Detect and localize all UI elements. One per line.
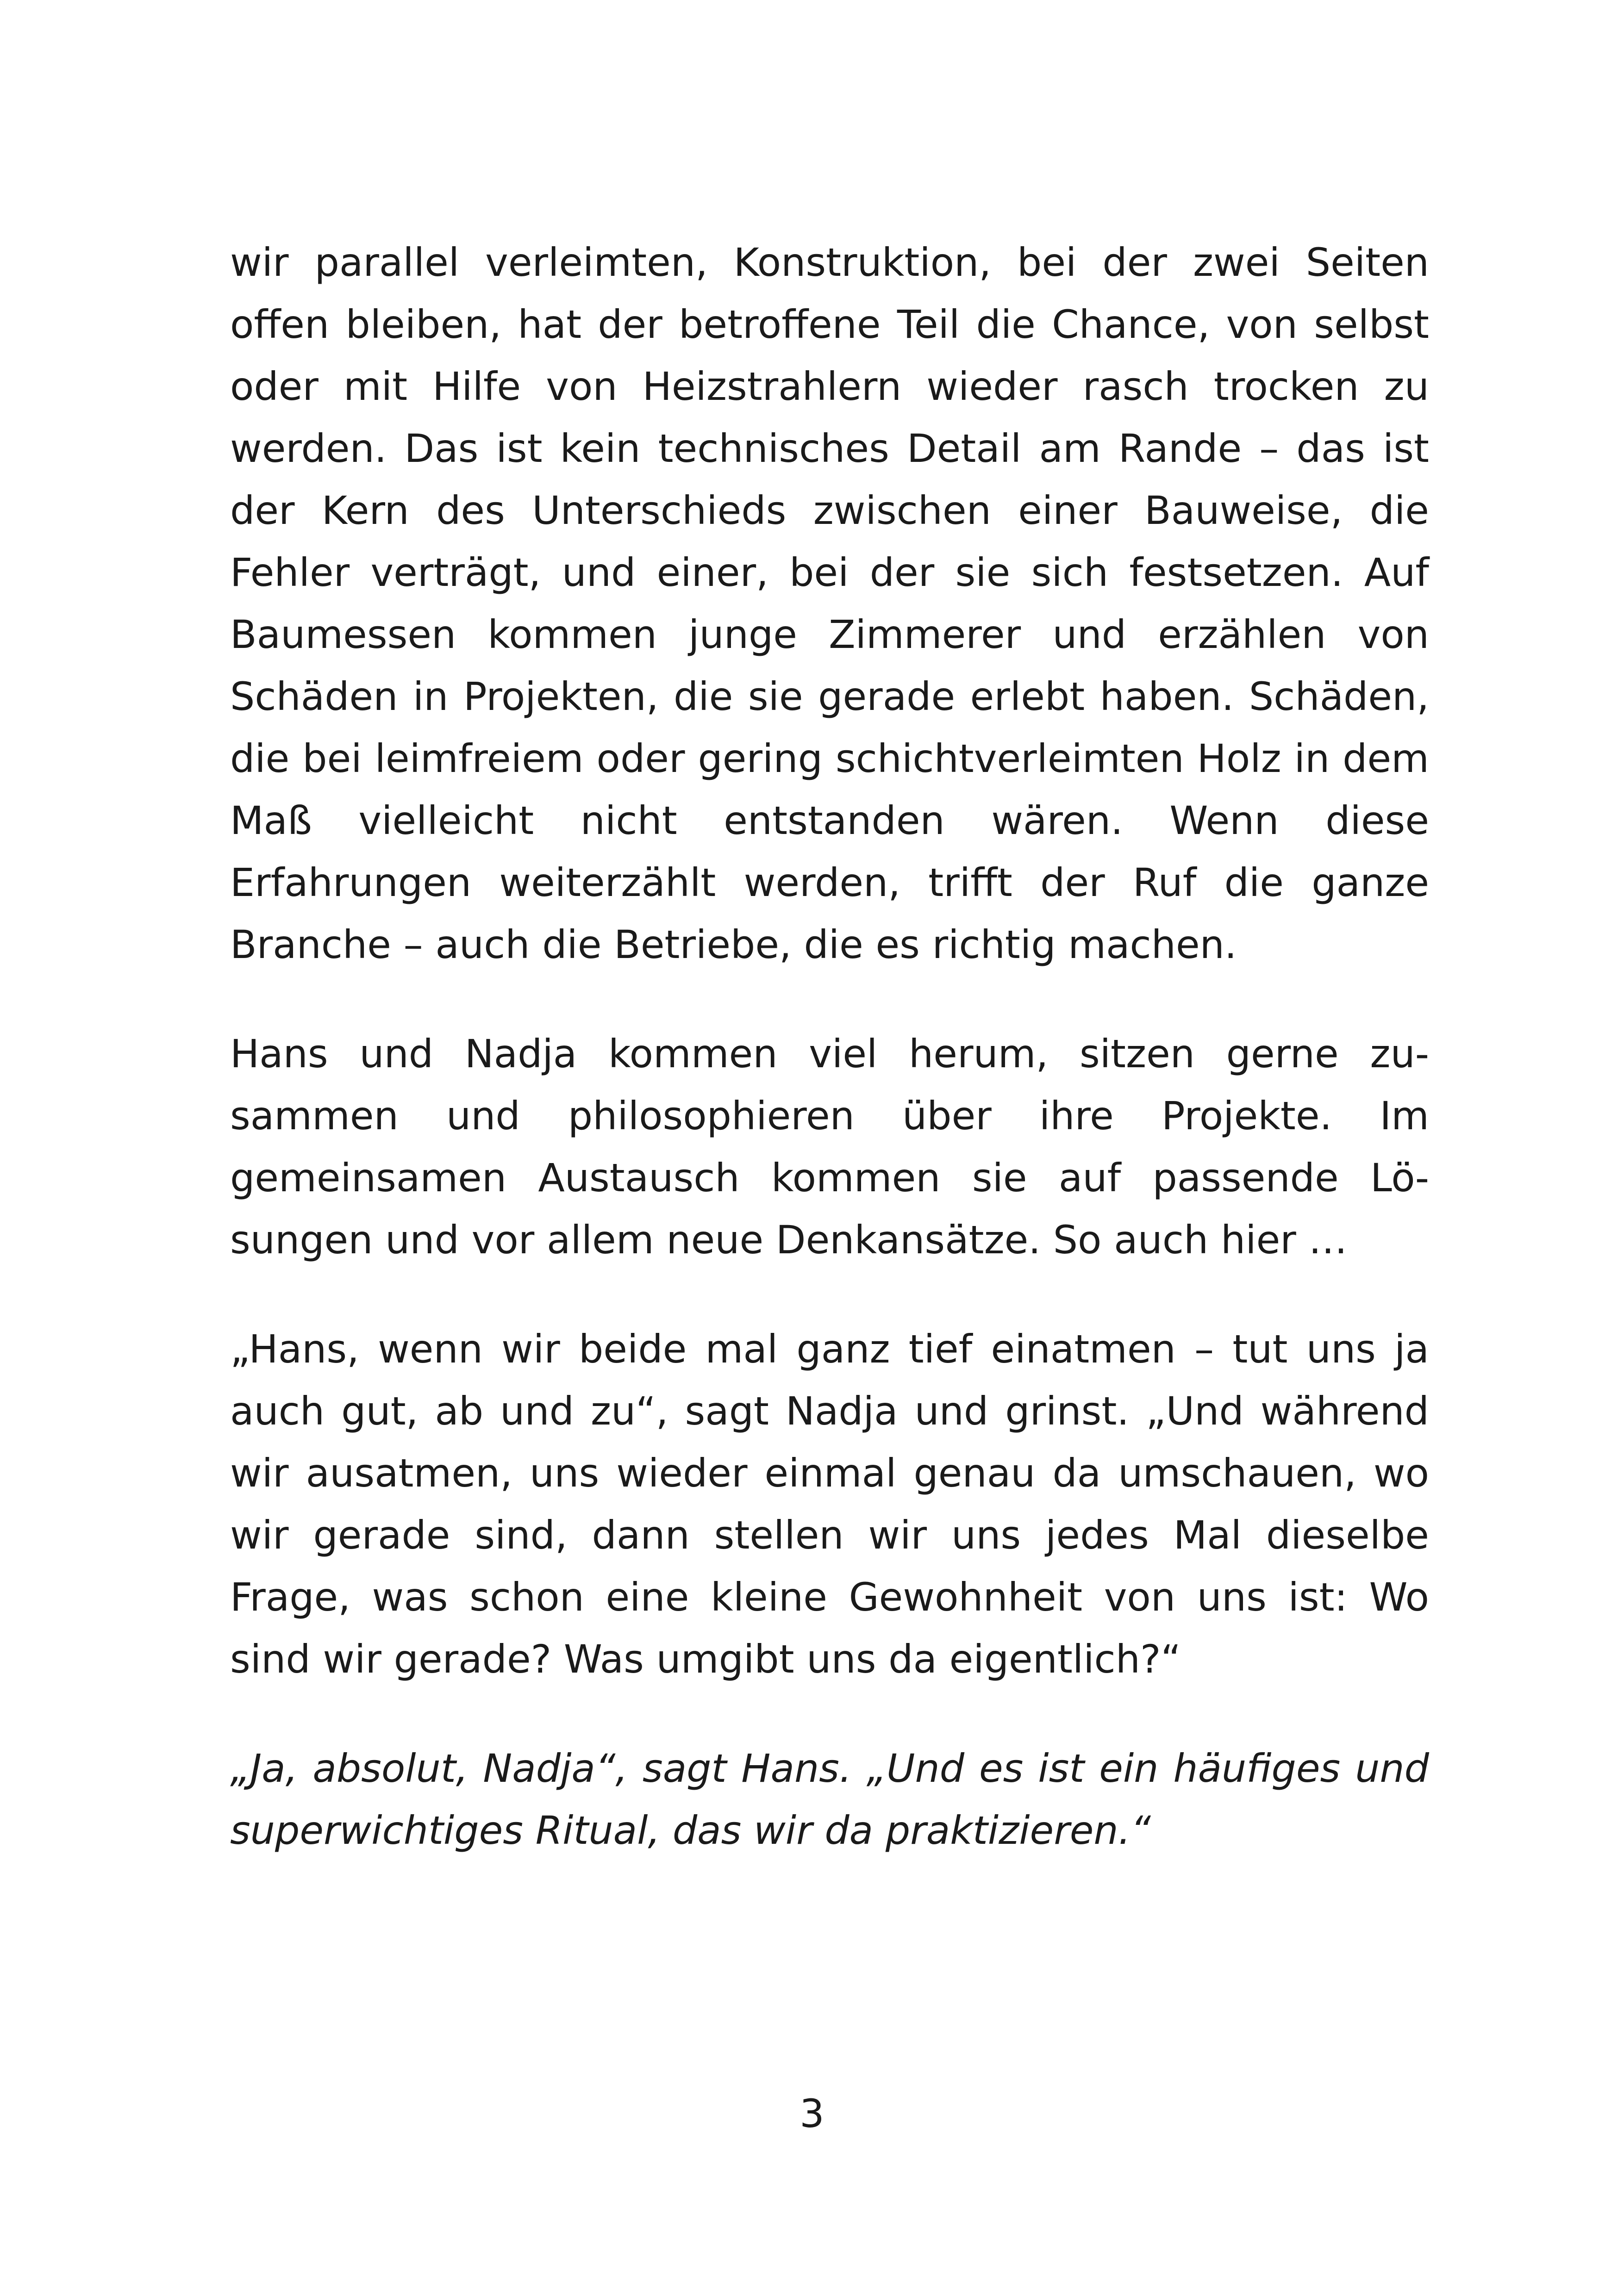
paragraph-hans-nadja: Hans und Nadja kommen viel herum, sitzen gerne zusammen und philosophieren über ihre Projekte. Im gemeinsamen Austausch kommen sie auf passende Lösungen und vor allem neue Denkansätze. So auch hier … <box>230 1031 1429 1263</box>
page-number: 3 <box>800 2091 824 2136</box>
paragraph-dialogue-hans: „Ja, absolut, Nadja“, sagt Hans. „Und es ist ein häufiges und superwichtiges Ritual, das wir da praktizieren.“ <box>230 1746 1429 1853</box>
paragraph-construction: wir parallel verleimten, Konstruktion, bei der zwei Seiten offen bleiben, hat der betroffene Teil die Chance, von selbst oder mit Hilfe von Heizstrahlern wieder rasch trocken zu werden. Das ist kein technisches Detail am Rande – das ist der Kern des Unterschieds zwischen einer Bauweise, die Fehler verträgt, und einer, bei der sie sich festsetzen. Auf Baumessen kommen junge Zimmerer und erzählen von Schäden in Projekten, die sie gerade erlebt haben. Schäden, die bei leimfreiem oder gering schichtverleimten Holz in dem Maß vielleicht nicht entstanden wären. Wenn diese Erfahrungen weiterzählt werden, trifft der Ruf die ganze Branche – auch die Betriebe, die es richtig machen. <box>230 240 1429 967</box>
body-text <box>230 231 1429 1909</box>
paragraph-dialogue-nadja: „Hans, wenn wir beide mal ganz tief einatmen – tut uns ja auch gut, ab und zu“, sagt Nadja und grinst. „Und während wir ausatmen, uns wieder einmal genau da umschauen, wo wir gerade sind, dann stellen wir uns jedes Mal dieselbe Frage, was schon eine kleine Gewohnheit von uns ist: Wo sind wir gerade? Was umgibt uns da eigentlich?“ <box>230 1326 1429 1682</box>
